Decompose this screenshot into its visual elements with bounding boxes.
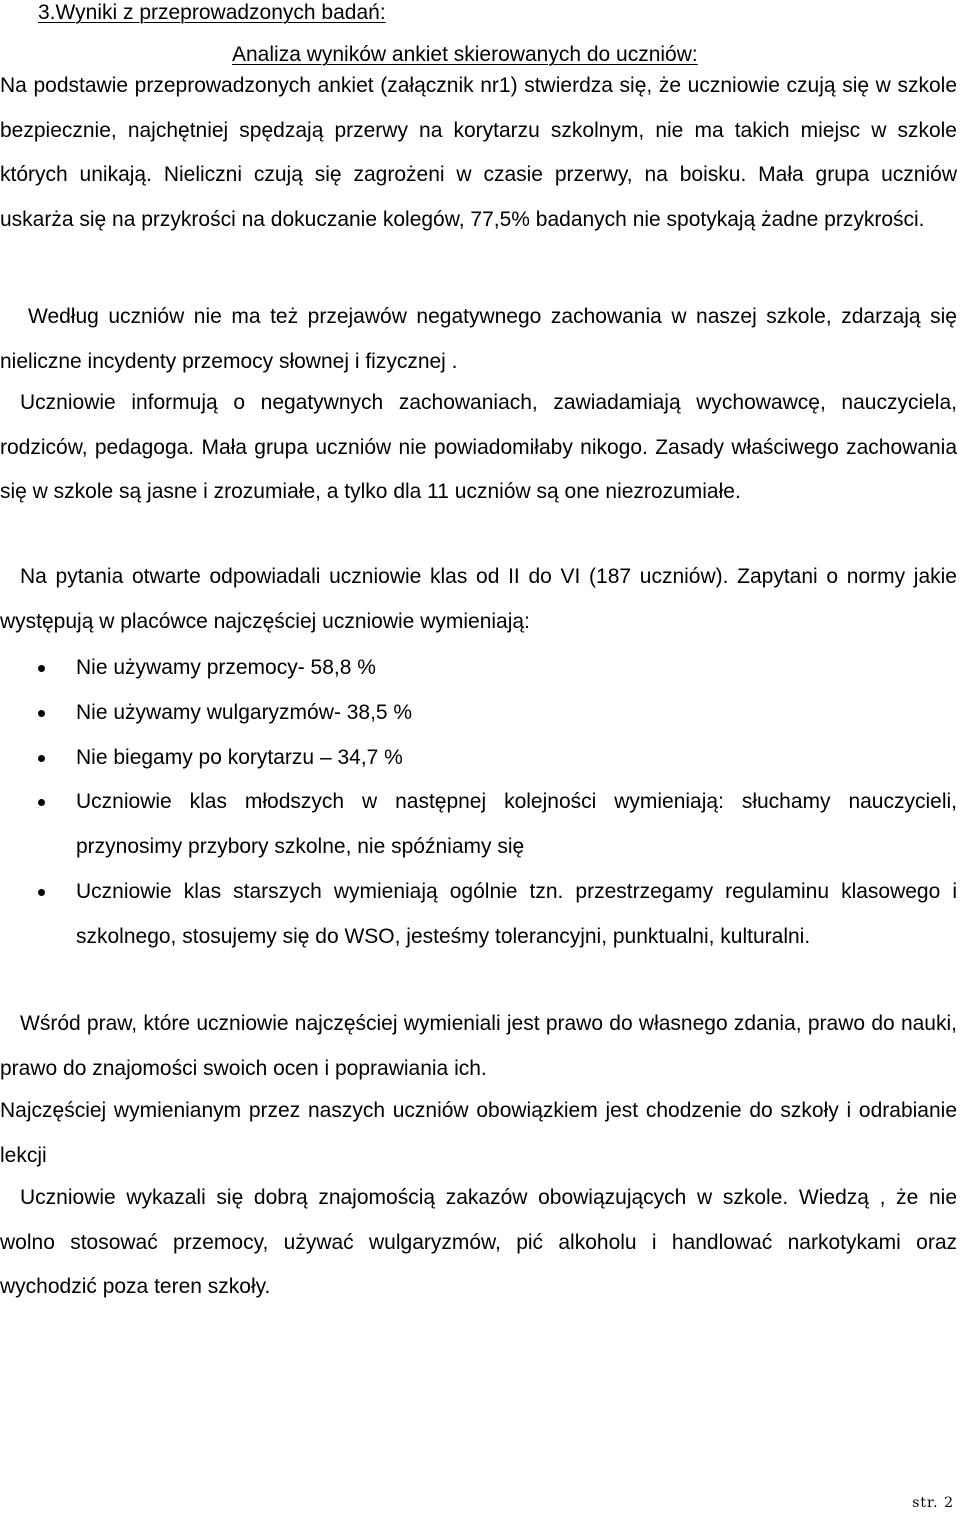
bullet-icon	[38, 755, 45, 762]
bullet-icon	[38, 710, 45, 717]
page-number: str. 2	[912, 1495, 954, 1511]
list-item: Uczniowie klas starszych wymieniają ogólnie tzn. przestrzegamy regulaminu klasowego i szkolnego, stosujemy się do WSO, jesteśmy tolerancyjni, punktualni, kulturalni.	[0, 870, 957, 960]
paragraph-negative-behaviour: Według uczniów nie ma też przejawów negatywnego zachowania w naszej szkole, zdarzają się nieliczne incydenty przemocy słownej i fizycznej .	[0, 305, 957, 373]
bullet-icon	[38, 799, 45, 806]
paragraph-reporting: Uczniowie informują o negatywnych zachowaniach, zawiadamiają wychowawcę, nauczyciela, rodziców, pedagoga. Mała grupa uczniów nie powiadomiłaby nikogo. Zasady właściwego zachowania się w szkole są jasne i zrozumiałe, a tylko dla 11 uczniów są one niezrozumiałe.	[0, 391, 957, 503]
paragraph-duties: Najczęściej wymienianym przez naszych uczniów obowiązkiem jest chodzenie do szkoły i odrabianie lekcji	[0, 1099, 957, 1167]
list-item: Nie używamy przemocy- 58,8 %	[0, 646, 957, 691]
paragraph-open-questions: Na pytania otwarte odpowiadali uczniowie klas od II do VI (187 uczniów). Zapytani o normy jakie występują w placówce najczęściej uczniowie wymieniają:	[0, 565, 957, 633]
paragraph-rights: Wśród praw, które uczniowie najczęściej wymieniali jest prawo do własnego zdania, prawo do nauki, prawo do znajomości swoich ocen i poprawiania ich.	[0, 1012, 957, 1080]
paragraph-survey-results: Na podstawie przeprowadzonych ankiet (załącznik nr1) stwierdza się, że uczniowie czują się w szkole bezpiecznie, najchętniej spędzają przerwy na korytarzu szkolnym, nie ma takich miejsc w szkole których unikają. Nieliczni czują się zagrożeni w czasie przerwy, na boisku. Mała grupa uczniów uskarża się na przykrości na dokuczanie kolegów, 77,5% badanych nie spotykają żadne przykrości.	[0, 74, 957, 231]
norms-list	[0, 646, 957, 960]
section-subheading: Analiza wyników ankiet skierowanych do uczniów:	[232, 43, 698, 66]
bullet-icon	[38, 665, 45, 672]
list-item: Nie używamy wulgaryzmów- 38,5 %	[0, 691, 957, 736]
section-heading: 3.Wyniki z przeprowadzonych badań:	[38, 1, 386, 24]
list-item: Nie biegamy po korytarzu – 34,7 %	[0, 736, 957, 781]
bullet-icon	[38, 889, 45, 896]
list-item: Uczniowie klas młodszych w następnej kolejności wymieniają: słuchamy nauczycieli, przynosimy przybory szkolne, nie spóźniamy się	[0, 780, 957, 870]
paragraph-prohibitions: Uczniowie wykazali się dobrą znajomością zakazów obowiązujących w szkole. Wiedzą , że nie wolno stosować przemocy, używać wulgaryzmów, pić alkoholu i handlować narkotykami oraz wychodzić poza teren szkoły.	[0, 1186, 957, 1298]
